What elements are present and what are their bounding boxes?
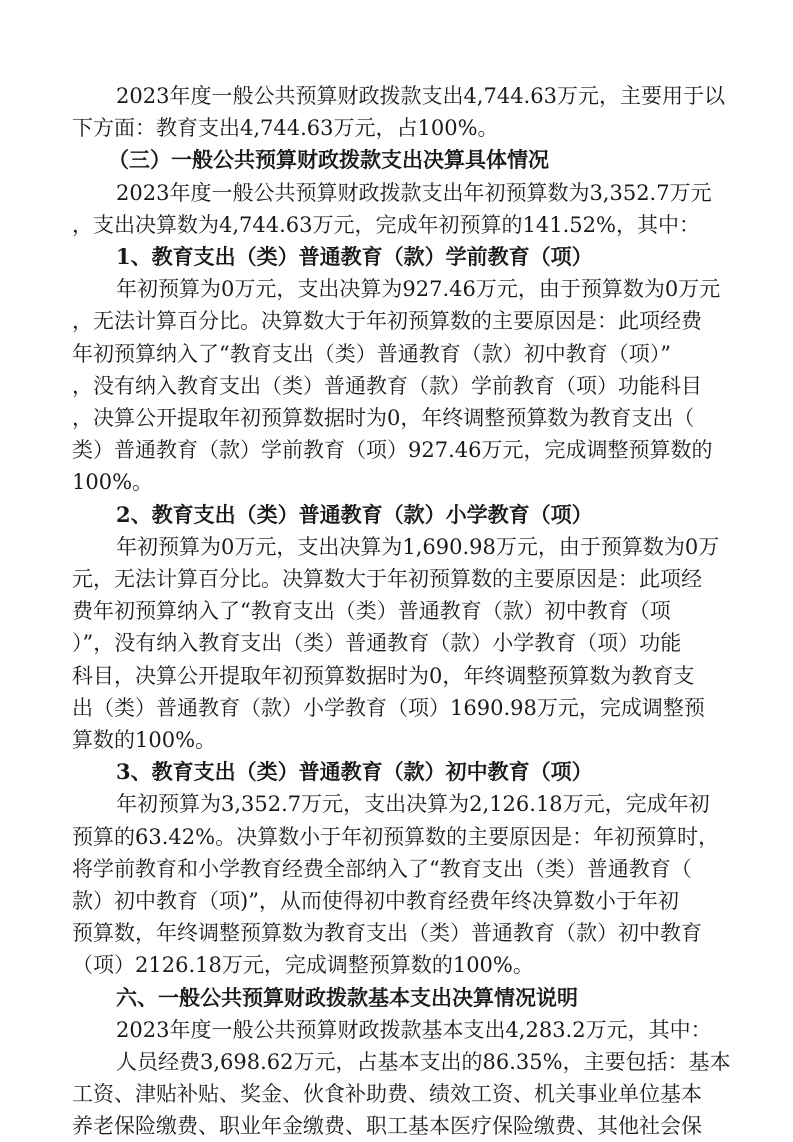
paragraph-line: 年初预算为0万元，支出决算为1,690.98万元，由于预算数为0万	[116, 534, 720, 559]
paragraph-line: ，决算公开提取年初预算数据时为0，年终调整预算数为教育支出（	[72, 406, 695, 430]
section-heading: 2、教育支出（类）普通教育（款）小学教育（项）	[116, 501, 593, 527]
paragraph-line: ）”，没有纳入教育支出（类）普通教育（款）小学教育（项）功能	[72, 631, 682, 656]
paragraph-line: 款）初中教育（项)”，从而使得初中教育经费年终决算数小于年初	[72, 889, 679, 913]
section-heading: 3、教育支出（类）普通教育（款）初中教育（项）	[116, 759, 593, 785]
paragraph-line: 工资、津贴补贴、奖金、伙食补助费、绩效工资、机关事业单位基本	[72, 1082, 702, 1107]
section-heading: （三）一般公共预算财政拨款支出决算具体情况	[108, 147, 549, 173]
paragraph-line: 类）普通教育（款）学前教育（项）927.46万元，完成调整预算数的	[72, 438, 713, 463]
paragraph-line: ，支出决算数为4,744.63万元，完成年初预算的141.52%，其中：	[72, 212, 700, 237]
paragraph-line: ，没有纳入教育支出（类）普通教育（款）学前教育（项）功能科目	[72, 373, 702, 398]
paragraph-line: 出（类）普通教育（款）小学教育（项）1690.98万元，完成调整预	[72, 695, 705, 720]
paragraph-line: （项）2126.18万元，完成调整预算数的100%。	[72, 953, 534, 978]
paragraph-line: 科目，决算公开提取年初预算数据时为0，年终调整预算数为教育支	[72, 663, 695, 688]
paragraph-line: 年初预算纳入了“教育支出（类）普通教育（款）初中教育（项）”	[72, 341, 671, 366]
paragraph-line: 养老保险缴费、职业年金缴费、职工基本医疗保险缴费、其他社会保	[72, 1114, 702, 1139]
paragraph-line: 100%。	[72, 470, 154, 495]
paragraph-line: 2023年度一般公共预算财政拨款支出年初预算数为3,352.7万元	[116, 180, 712, 205]
paragraph-line: 预算数，年终调整预算数为教育支出（类）普通教育（款）初中教育	[72, 921, 702, 946]
paragraph-line: 年初预算为0万元，支出决算为927.46万元，由于预算数为0万元	[116, 277, 721, 302]
paragraph-line: 将学前教育和小学教育经费全部纳入了“教育支出（类）普通教育（	[72, 856, 692, 881]
paragraph-line: 元，无法计算百分比。决算数大于年初预算数的主要原因是：此项经	[72, 567, 702, 591]
paragraph-line: 算数的100%。	[72, 728, 217, 752]
paragraph-line: 2023年度一般公共预算财政拨款基本支出4,283.2万元，其中：	[116, 1017, 712, 1042]
section-heading: 六、一般公共预算财政拨款基本支出决算情况说明	[116, 984, 578, 1010]
paragraph-line: 下方面：教育支出4,744.63万元，占100%。	[72, 116, 499, 141]
paragraph-line: 费年初预算纳入了“教育支出（类）普通教育（款）初中教育（项	[72, 599, 671, 624]
paragraph-line: 预算的63.42%。决算数小于年初预算数的主要原因是：年初预算时，	[72, 824, 720, 849]
section-heading: 1、教育支出（类）普通教育（款）学前教育（项）	[116, 244, 593, 269]
paragraph-line: 年初预算为3,352.7万元，支出决算为2,126.18万元，完成年初	[116, 792, 710, 817]
paragraph-line: 2023年度一般公共预算财政拨款支出4,744.63万元，主要用于以	[116, 84, 725, 108]
paragraph-line: 人员经费3,698.62万元，占基本支出的86.35%，主要包括：基本	[116, 1050, 731, 1074]
paragraph-line: ，无法计算百分比。决算数大于年初预算数的主要原因是：此项经费	[72, 309, 702, 334]
